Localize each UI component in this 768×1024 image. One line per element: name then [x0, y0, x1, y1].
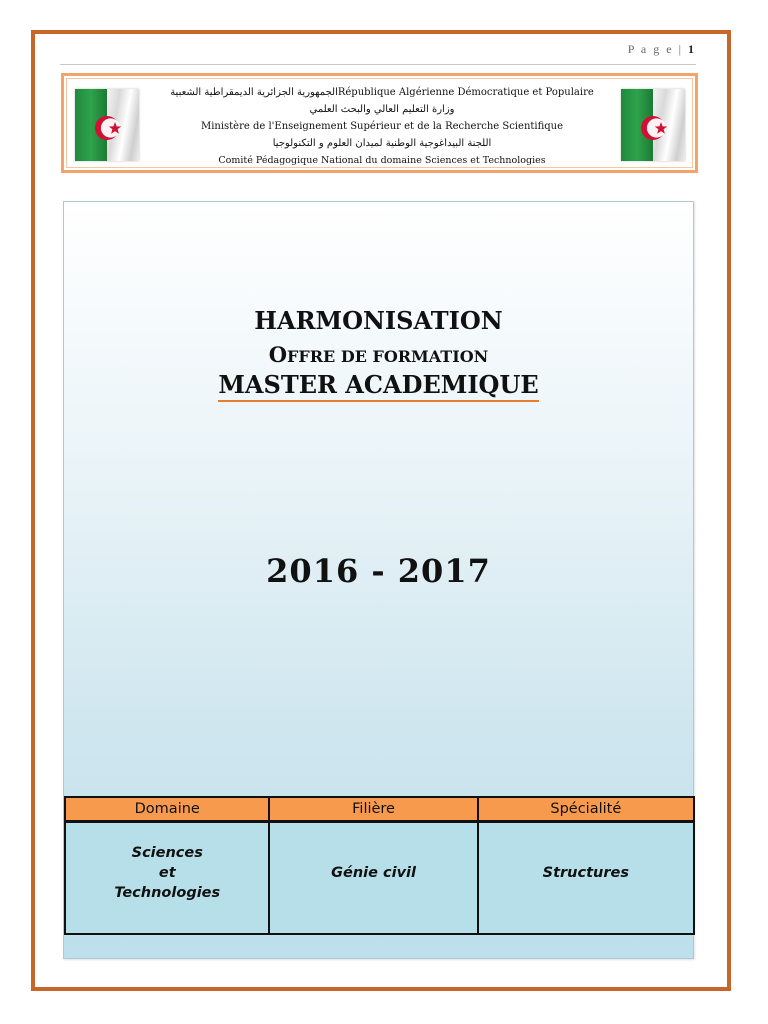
- header-republic: الجمهورية الجزائرية الديمقراطية الشعبيةRépublique Algérienne Démocratique et Populaire: [170, 87, 594, 98]
- domaine-line: et: [158, 865, 176, 881]
- cover-subtitle-rest: FFRE DE FORMATION: [287, 347, 489, 366]
- table-header-row: [65, 797, 694, 822]
- domaine-line: Technologies: [114, 885, 221, 901]
- header-domaine: Domaine: [65, 797, 269, 822]
- cover-title: HARMONISATION: [254, 306, 503, 335]
- header-ministry-ar: وزارة التعليم العالي والبحث العلمي: [309, 104, 455, 115]
- program-table: [64, 796, 695, 935]
- page-number: [560, 42, 694, 57]
- header-text: [149, 84, 615, 169]
- table-row: [65, 822, 694, 935]
- algeria-flag-icon: [75, 89, 139, 161]
- page-value: 1: [688, 42, 694, 56]
- cell-filiere: [269, 822, 477, 935]
- institution-header: [61, 73, 698, 173]
- page-number-rule: [60, 64, 696, 65]
- cover-program: [64, 370, 693, 399]
- header-filiere: Filière: [269, 797, 477, 822]
- specialite-value: Structures: [542, 865, 629, 881]
- cover-subtitle: [64, 342, 693, 367]
- filiere-value: Génie civil: [331, 865, 416, 881]
- header-committee-ar: اللجنة البيداغوجية الوطنية لميدان العلوم و التكنولوجيا: [272, 138, 492, 149]
- header-specialite: Spécialité: [478, 797, 694, 822]
- cover-subtitle-initial: O: [268, 342, 288, 367]
- academic-year: 2016 - 2017: [266, 552, 491, 590]
- domaine-line: Sciences: [131, 845, 203, 861]
- page-label: P a g e: [627, 42, 674, 56]
- header-ministry-fr: Ministère de l'Enseignement Supérieur et de la Recherche Scientifique: [200, 121, 564, 132]
- cell-domaine: [65, 822, 269, 935]
- cell-specialite: [478, 822, 694, 935]
- algeria-flag-icon: [621, 89, 685, 161]
- cover-program-text: MASTER ACADEMIQUE: [218, 370, 538, 402]
- page-separator: |: [678, 42, 683, 56]
- header-committee-fr: Comité Pédagogique National du domaine Sciences et Technologies: [218, 155, 546, 166]
